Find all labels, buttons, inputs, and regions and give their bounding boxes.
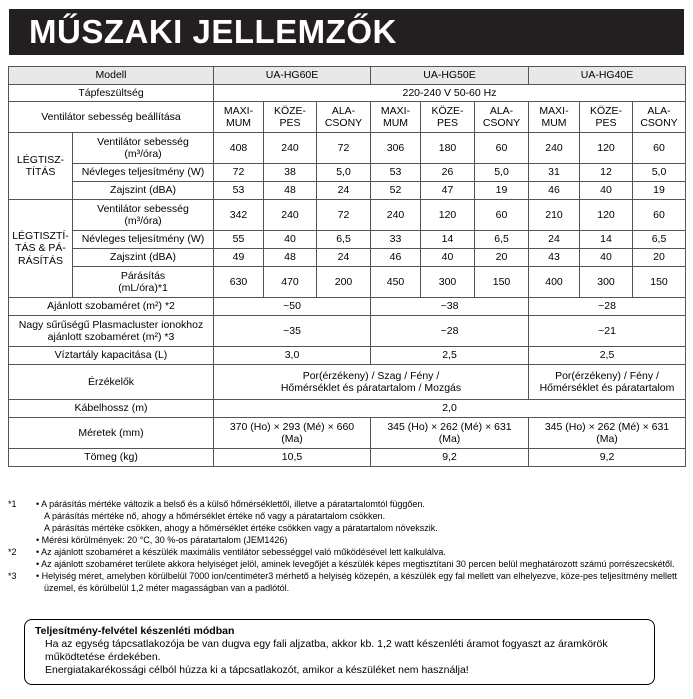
value-cell: 72	[317, 200, 371, 231]
value-cell: 345 (Ho) × 262 (Mé) × 631 (Ma)	[371, 418, 529, 449]
table-row	[9, 418, 686, 449]
value-cell: 6,5	[633, 231, 686, 249]
footnote	[8, 498, 685, 546]
model-name: UA-HG50E	[371, 67, 529, 85]
footnote-mark: *2	[8, 547, 17, 557]
value-cell: 53	[214, 182, 264, 200]
table-row	[9, 249, 686, 267]
fan-speed-header: ALA- CSONY	[317, 102, 371, 133]
row-label: Ventilátor sebesség (m³/óra)	[73, 200, 214, 231]
humid-group-label: LÉGTISZTÍ- TÁS & PÁ- RÁSÍTÁS	[9, 200, 73, 298]
value-cell: 20	[475, 249, 529, 267]
value-cell: 49	[214, 249, 264, 267]
footnote-line: • Helyiség méret, amelyben körülbelül 7000 ion/centiméter3 mérhető a helyiség közepén, a készülék egy fal mellett van elhelyezve, köze-pes teljesítmény mellett üzemel, és körülbelül 1,2 méter magasságban van a padlótól.	[36, 571, 677, 593]
sensor-label: Érzékelők	[9, 365, 214, 400]
value-cell: ~28	[529, 298, 686, 316]
power-value: 220-240 V 50-60 Hz	[214, 85, 686, 102]
row-label: Ventilátor sebesség (m³/óra)	[73, 133, 214, 164]
table-row	[9, 316, 686, 347]
value-cell: 2,5	[371, 347, 529, 365]
table-row	[9, 182, 686, 200]
value-cell: 120	[421, 200, 475, 231]
value-cell: 43	[529, 249, 580, 267]
fan-speed-header: ALA- CSONY	[475, 102, 529, 133]
value-cell: 24	[317, 249, 371, 267]
value-cell: 5,0	[317, 164, 371, 182]
value-cell: 370 (Ho) × 293 (Mé) × 660 (Ma)	[214, 418, 371, 449]
table-row	[9, 400, 686, 418]
footnote-line: • Az ajánlott szobaméret területe akkora helyiséget jelöl, aminek levegőjét a készülék képes megtisztítani 30 percen belül meghatározott számú porrészecskétől.	[36, 559, 675, 569]
footnote	[8, 570, 685, 594]
footnote-line: • Az ajánlott szobaméret a készülék maximális ventilátor sebességgel való működésével lett kalkulálva.	[36, 547, 446, 557]
value-cell: 55	[214, 231, 264, 249]
value-cell: 300	[580, 267, 633, 298]
value-cell: 46	[529, 182, 580, 200]
model-name: UA-HG60E	[214, 67, 371, 85]
value-cell: 38	[264, 164, 317, 182]
table-row	[9, 200, 686, 231]
table-row	[9, 231, 686, 249]
model-name: UA-HG40E	[529, 67, 686, 85]
value-cell: 72	[214, 164, 264, 182]
row-label: Zajszint (dBA)	[73, 249, 214, 267]
fan-speed-header: KÖZE- PES	[421, 102, 475, 133]
fan-speed-header: MAXI- MUM	[371, 102, 421, 133]
standby-text	[35, 638, 644, 677]
value-cell: 19	[633, 182, 686, 200]
value-cell: ~50	[214, 298, 371, 316]
table-row	[9, 365, 686, 400]
fan-speed-header: MAXI- MUM	[529, 102, 580, 133]
value-cell: ~28	[371, 316, 529, 347]
value-cell: 210	[529, 200, 580, 231]
footnote-mark: *3	[8, 571, 17, 581]
tank-label: Víztartály kapacitása (L)	[9, 347, 214, 365]
value-cell: 60	[633, 200, 686, 231]
value-cell: 240	[529, 133, 580, 164]
value-cell: 180	[421, 133, 475, 164]
weight-label: Tömeg (kg)	[9, 449, 214, 467]
model-label: Modell	[9, 67, 214, 85]
table-row	[9, 164, 686, 182]
value-cell: 20	[633, 249, 686, 267]
value-cell: 72	[317, 133, 371, 164]
value-cell: 150	[475, 267, 529, 298]
value-cell: 33	[371, 231, 421, 249]
value-cell: 240	[371, 200, 421, 231]
row-label: Névleges teljesítmény (W)	[73, 231, 214, 249]
value-cell: Por(érzékeny) / Szag / Fény / Hőmérséklet és páratartalom / Mozgás	[214, 365, 529, 400]
value-cell: 14	[421, 231, 475, 249]
plasma-label: Nagy sűrűségű Plasmacluster ionokhoz ajánlott szobaméret (m²) *3	[9, 316, 214, 347]
value-cell: ~35	[214, 316, 371, 347]
page-title: MŰSZAKI JELLEMZŐK	[29, 13, 397, 50]
footnote-line: A párásítás mértéke nő, ahogy a hőmérséklet értéke nő vagy a páratartalom csökken.	[44, 511, 386, 521]
value-cell: 26	[421, 164, 475, 182]
value-cell: 470	[264, 267, 317, 298]
purify-group-label: LÉGTISZ- TÍTÁS	[9, 133, 73, 200]
table-row	[9, 85, 686, 102]
table-row	[9, 449, 686, 467]
value-cell: 40	[580, 182, 633, 200]
value-cell: 306	[371, 133, 421, 164]
value-cell: 24	[317, 182, 371, 200]
dimensions-label: Méretek (mm)	[9, 418, 214, 449]
table-row	[9, 102, 686, 133]
value-cell: 9,2	[371, 449, 529, 467]
value-cell: 46	[371, 249, 421, 267]
fan-speed-header: MAXI- MUM	[214, 102, 264, 133]
value-cell: 3,0	[214, 347, 371, 365]
table-row	[9, 298, 686, 316]
value-cell: 60	[475, 200, 529, 231]
footnote-line: • A párásítás mértéke változik a belső és a külső hőmérséklettől, illetve a páratartalomtól függően.	[36, 499, 425, 509]
value-cell: 120	[580, 133, 633, 164]
value-cell: 14	[580, 231, 633, 249]
table-row	[9, 347, 686, 365]
value-cell: 60	[633, 133, 686, 164]
value-cell: 150	[633, 267, 686, 298]
value-cell: 6,5	[475, 231, 529, 249]
table-row	[9, 133, 686, 164]
value-cell: 450	[371, 267, 421, 298]
value-cell: 53	[371, 164, 421, 182]
value-cell: 630	[214, 267, 264, 298]
value-cell: ~38	[371, 298, 529, 316]
value-cell: 48	[264, 182, 317, 200]
value-cell: 12	[580, 164, 633, 182]
value-cell: 52	[371, 182, 421, 200]
value-cell: 6,5	[317, 231, 371, 249]
value-cell: 342	[214, 200, 264, 231]
value-cell: 400	[529, 267, 580, 298]
page-title-banner	[9, 9, 684, 55]
fan-speed-header: ALA- CSONY	[633, 102, 686, 133]
value-cell: 40	[580, 249, 633, 267]
cable-label: Kábelhossz (m)	[9, 400, 214, 418]
value-cell: 31	[529, 164, 580, 182]
value-cell: 345 (Ho) × 262 (Mé) × 631 (Ma)	[529, 418, 686, 449]
standby-line: Ha az egység tápcsatlakozója be van dugva egy fali aljzatba, akkor kb. 1,2 watt készenléti áramot fogyaszt az áramkörök működtetése érdekében.	[45, 638, 608, 663]
standby-line: Energiatakarékossági célból húzza ki a tápcsatlakozót, amikor a készüléket nem használja!	[45, 664, 469, 676]
value-cell: 24	[529, 231, 580, 249]
row-label: Névleges teljesítmény (W)	[73, 164, 214, 182]
value-cell: 47	[421, 182, 475, 200]
value-cell: Por(érzékeny) / Fény / Hőmérséklet és páratartalom	[529, 365, 686, 400]
value-cell: 60	[475, 133, 529, 164]
footnotes	[8, 498, 685, 594]
standby-notice-box	[24, 619, 655, 685]
fan-speed-header: KÖZE- PES	[264, 102, 317, 133]
value-cell: 120	[580, 200, 633, 231]
row-label: Párásítás (mL/óra)*1	[73, 267, 214, 298]
value-cell: 48	[264, 249, 317, 267]
value-cell: 5,0	[475, 164, 529, 182]
standby-title: Teljesítmény-felvétel készenléti módban	[35, 625, 235, 637]
value-cell: 408	[214, 133, 264, 164]
value-cell: 19	[475, 182, 529, 200]
footnote	[8, 546, 685, 570]
table-row	[9, 267, 686, 298]
value-cell: 5,0	[633, 164, 686, 182]
value-cell: 9,2	[529, 449, 686, 467]
row-label: Zajszint (dBA)	[73, 182, 214, 200]
value-cell: 2,5	[529, 347, 686, 365]
power-label: Tápfeszültség	[9, 85, 214, 102]
value-cell: 240	[264, 133, 317, 164]
fan-label: Ventilátor sebesség beállítása	[9, 102, 214, 133]
value-cell: 10,5	[214, 449, 371, 467]
value-cell: 240	[264, 200, 317, 231]
value-cell: 40	[264, 231, 317, 249]
value-cell: 200	[317, 267, 371, 298]
value-cell: 300	[421, 267, 475, 298]
fan-speed-header: KÖZE- PES	[580, 102, 633, 133]
value-cell: 40	[421, 249, 475, 267]
value-cell: 2,0	[214, 400, 686, 418]
room-label: Ajánlott szobaméret (m²) *2	[9, 298, 214, 316]
footnote-line: • Mérési körülmények: 20 °C, 30 %-os páratartalom (JEM1426)	[36, 535, 288, 545]
value-cell: ~21	[529, 316, 686, 347]
spec-table	[8, 66, 686, 467]
footnote-line: A párásítás mértéke csökken, ahogy a hőmérséklet értéke csökken vagy a páratartalom növekszik.	[44, 523, 438, 533]
table-row	[9, 67, 686, 85]
footnote-mark: *1	[8, 499, 17, 509]
